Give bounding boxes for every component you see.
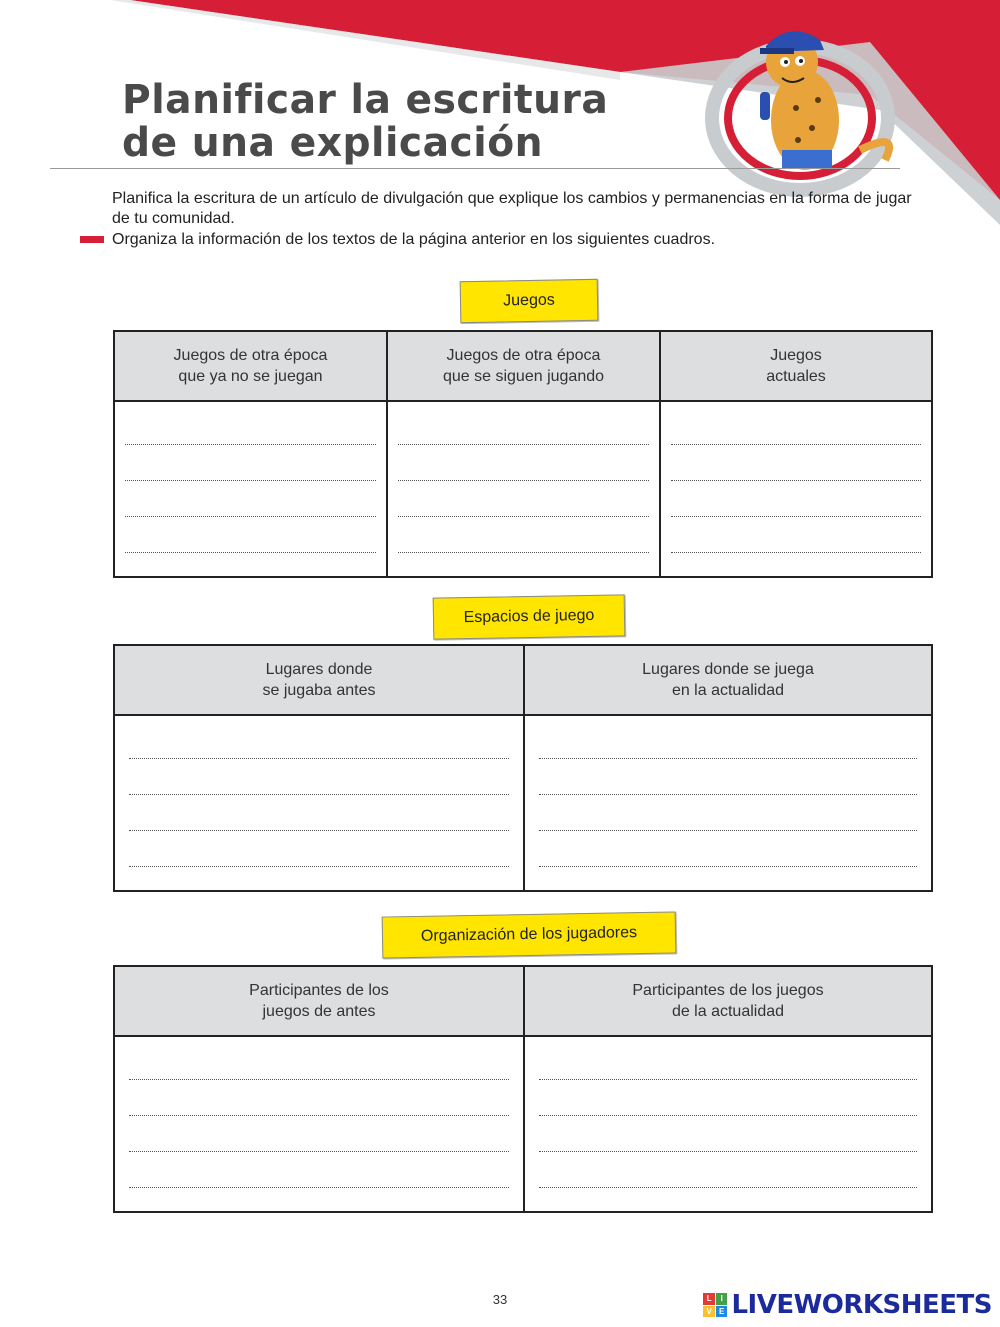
writing-cell[interactable]	[388, 402, 661, 576]
answer-line[interactable]	[539, 1187, 917, 1188]
table-espacios	[113, 644, 933, 892]
page-title-line2: de una explicación	[122, 120, 544, 166]
page-title-line1: Planificar la escritura	[122, 77, 609, 123]
table-organizacion	[113, 965, 933, 1213]
answer-line[interactable]	[671, 552, 921, 553]
liveworksheets-brand: LIVEWORKSHEETS	[731, 1290, 992, 1320]
writing-cell[interactable]	[525, 1037, 931, 1211]
page-number: 33	[492, 1292, 508, 1307]
instructions-paragraph: Planifica la escritura de un artículo de divulgación que explique los cambios y permanencias en la forma de jugar de tu comunidad.	[112, 190, 912, 227]
table-juegos	[113, 330, 933, 578]
column-header: Participantes de los juegos de antes	[115, 967, 525, 1037]
answer-line[interactable]	[671, 444, 921, 445]
liveworksheets-cube-icon: L I V E	[703, 1293, 727, 1317]
answer-line[interactable]	[129, 866, 509, 867]
answer-line[interactable]	[125, 444, 376, 445]
answer-line[interactable]	[125, 516, 376, 517]
answer-line[interactable]	[539, 830, 917, 831]
section-tag-juegos: Juegos	[460, 279, 599, 323]
answer-line[interactable]	[129, 794, 509, 795]
answer-line[interactable]	[671, 516, 921, 517]
answer-line[interactable]	[125, 552, 376, 553]
answer-line[interactable]	[539, 1079, 917, 1080]
answer-line[interactable]	[129, 1079, 509, 1080]
answer-line[interactable]	[398, 480, 649, 481]
answer-line[interactable]	[398, 552, 649, 553]
column-header: Juegos de otra época que se siguen jugando	[388, 332, 661, 402]
answer-line[interactable]	[129, 830, 509, 831]
instructions-bullet: Organiza la información de los textos de la página anterior en los siguientes cuadros.	[112, 231, 716, 248]
section-tag-espacios: Espacios de juego	[433, 594, 626, 639]
writing-cell[interactable]	[525, 716, 931, 890]
column-header: Juegos de otra época que ya no se juegan	[115, 332, 388, 402]
answer-line[interactable]	[125, 480, 376, 481]
section-tag-organizacion: Organización de los jugadores	[382, 911, 677, 958]
answer-line[interactable]	[129, 1151, 509, 1152]
answer-line[interactable]	[129, 758, 509, 759]
answer-line[interactable]	[539, 794, 917, 795]
answer-line[interactable]	[398, 444, 649, 445]
answer-line[interactable]	[539, 1151, 917, 1152]
writing-cell[interactable]	[115, 402, 388, 576]
answer-line[interactable]	[539, 758, 917, 759]
bullet-marker	[80, 236, 104, 243]
answer-line[interactable]	[129, 1115, 509, 1116]
writing-cell[interactable]	[115, 1037, 525, 1211]
writing-cell[interactable]	[115, 716, 525, 890]
answer-line[interactable]	[398, 516, 649, 517]
writing-cell[interactable]	[661, 402, 931, 576]
column-header: Lugares donde se jugaba antes	[115, 646, 525, 716]
answer-line[interactable]	[129, 1187, 509, 1188]
title-divider	[50, 168, 900, 169]
column-header: Participantes de los juegos de la actualidad	[525, 967, 931, 1037]
column-header: Lugares donde se juega en la actualidad	[525, 646, 931, 716]
answer-line[interactable]	[671, 480, 921, 481]
column-header: Juegos actuales	[661, 332, 931, 402]
answer-line[interactable]	[539, 866, 917, 867]
liveworksheets-logo[interactable]	[703, 1290, 992, 1320]
answer-line[interactable]	[539, 1115, 917, 1116]
